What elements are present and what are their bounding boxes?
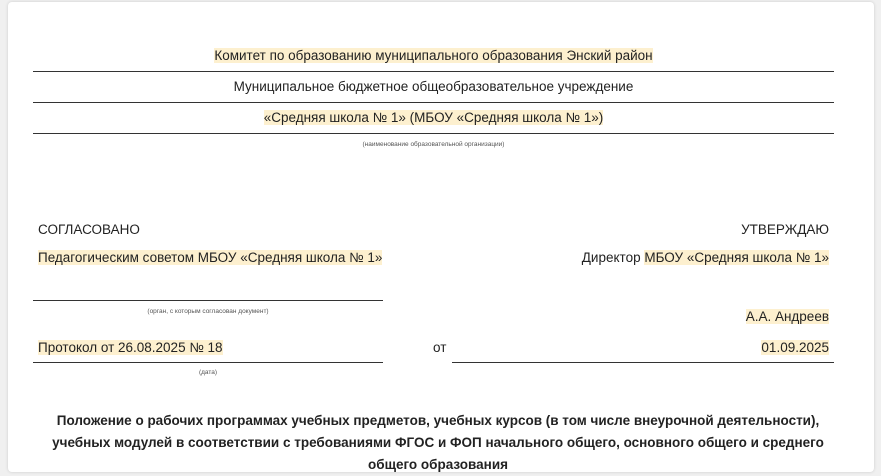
council-name [38, 248, 383, 268]
council-caption: (орган, с которым согласован документ) [147, 308, 269, 315]
school-name: «Средняя школа № 1» (МБОУ «Средняя школа № 1») [263, 110, 604, 125]
approval-date [761, 338, 829, 358]
protocol-underline [33, 362, 383, 363]
approved-by-council-label: СОГЛАСОВАНО [38, 222, 140, 237]
council-underline [33, 300, 383, 301]
protocol-text: Протокол от 26.08.2025 № 18 [38, 340, 223, 355]
date-caption: (дата) [198, 369, 218, 376]
signer-name-text: А.А. Андреев [745, 309, 829, 324]
header-line-committee [33, 40, 834, 72]
signer-name [746, 307, 829, 327]
approve-label: УТВЕРЖДАЮ [741, 222, 829, 237]
institution-type: Муниципальное бюджетное общеобразовательное учреждение [233, 79, 634, 94]
approval-date-underline [452, 362, 834, 363]
header-line-school-name [33, 102, 834, 134]
header-caption: (наименование образовательной организации) [362, 141, 505, 148]
document-page [8, 2, 874, 472]
date-connector: от [433, 340, 447, 355]
protocol-line [38, 338, 223, 358]
header-line-institution-type [33, 71, 834, 103]
committee-name: Комитет по образованию муниципального образования Энский район [214, 48, 653, 63]
document-title: Положение о рабочих программах учебных предметов, учебных курсов (в том числе внеурочной деятельности), учебных модулей в соответствии с требованиями ФГОС и ФОП начального общего, основного общего и среднего общего образования [52, 413, 824, 472]
council-name-text: Педагогическим советом МБОУ «Средняя школа № 1» [38, 250, 383, 265]
director-title: Директор [581, 250, 645, 265]
director-line [582, 248, 829, 268]
approval-date-text: 01.09.2025 [761, 340, 829, 355]
director-org: МБОУ «Средняя школа № 1» [644, 250, 829, 265]
